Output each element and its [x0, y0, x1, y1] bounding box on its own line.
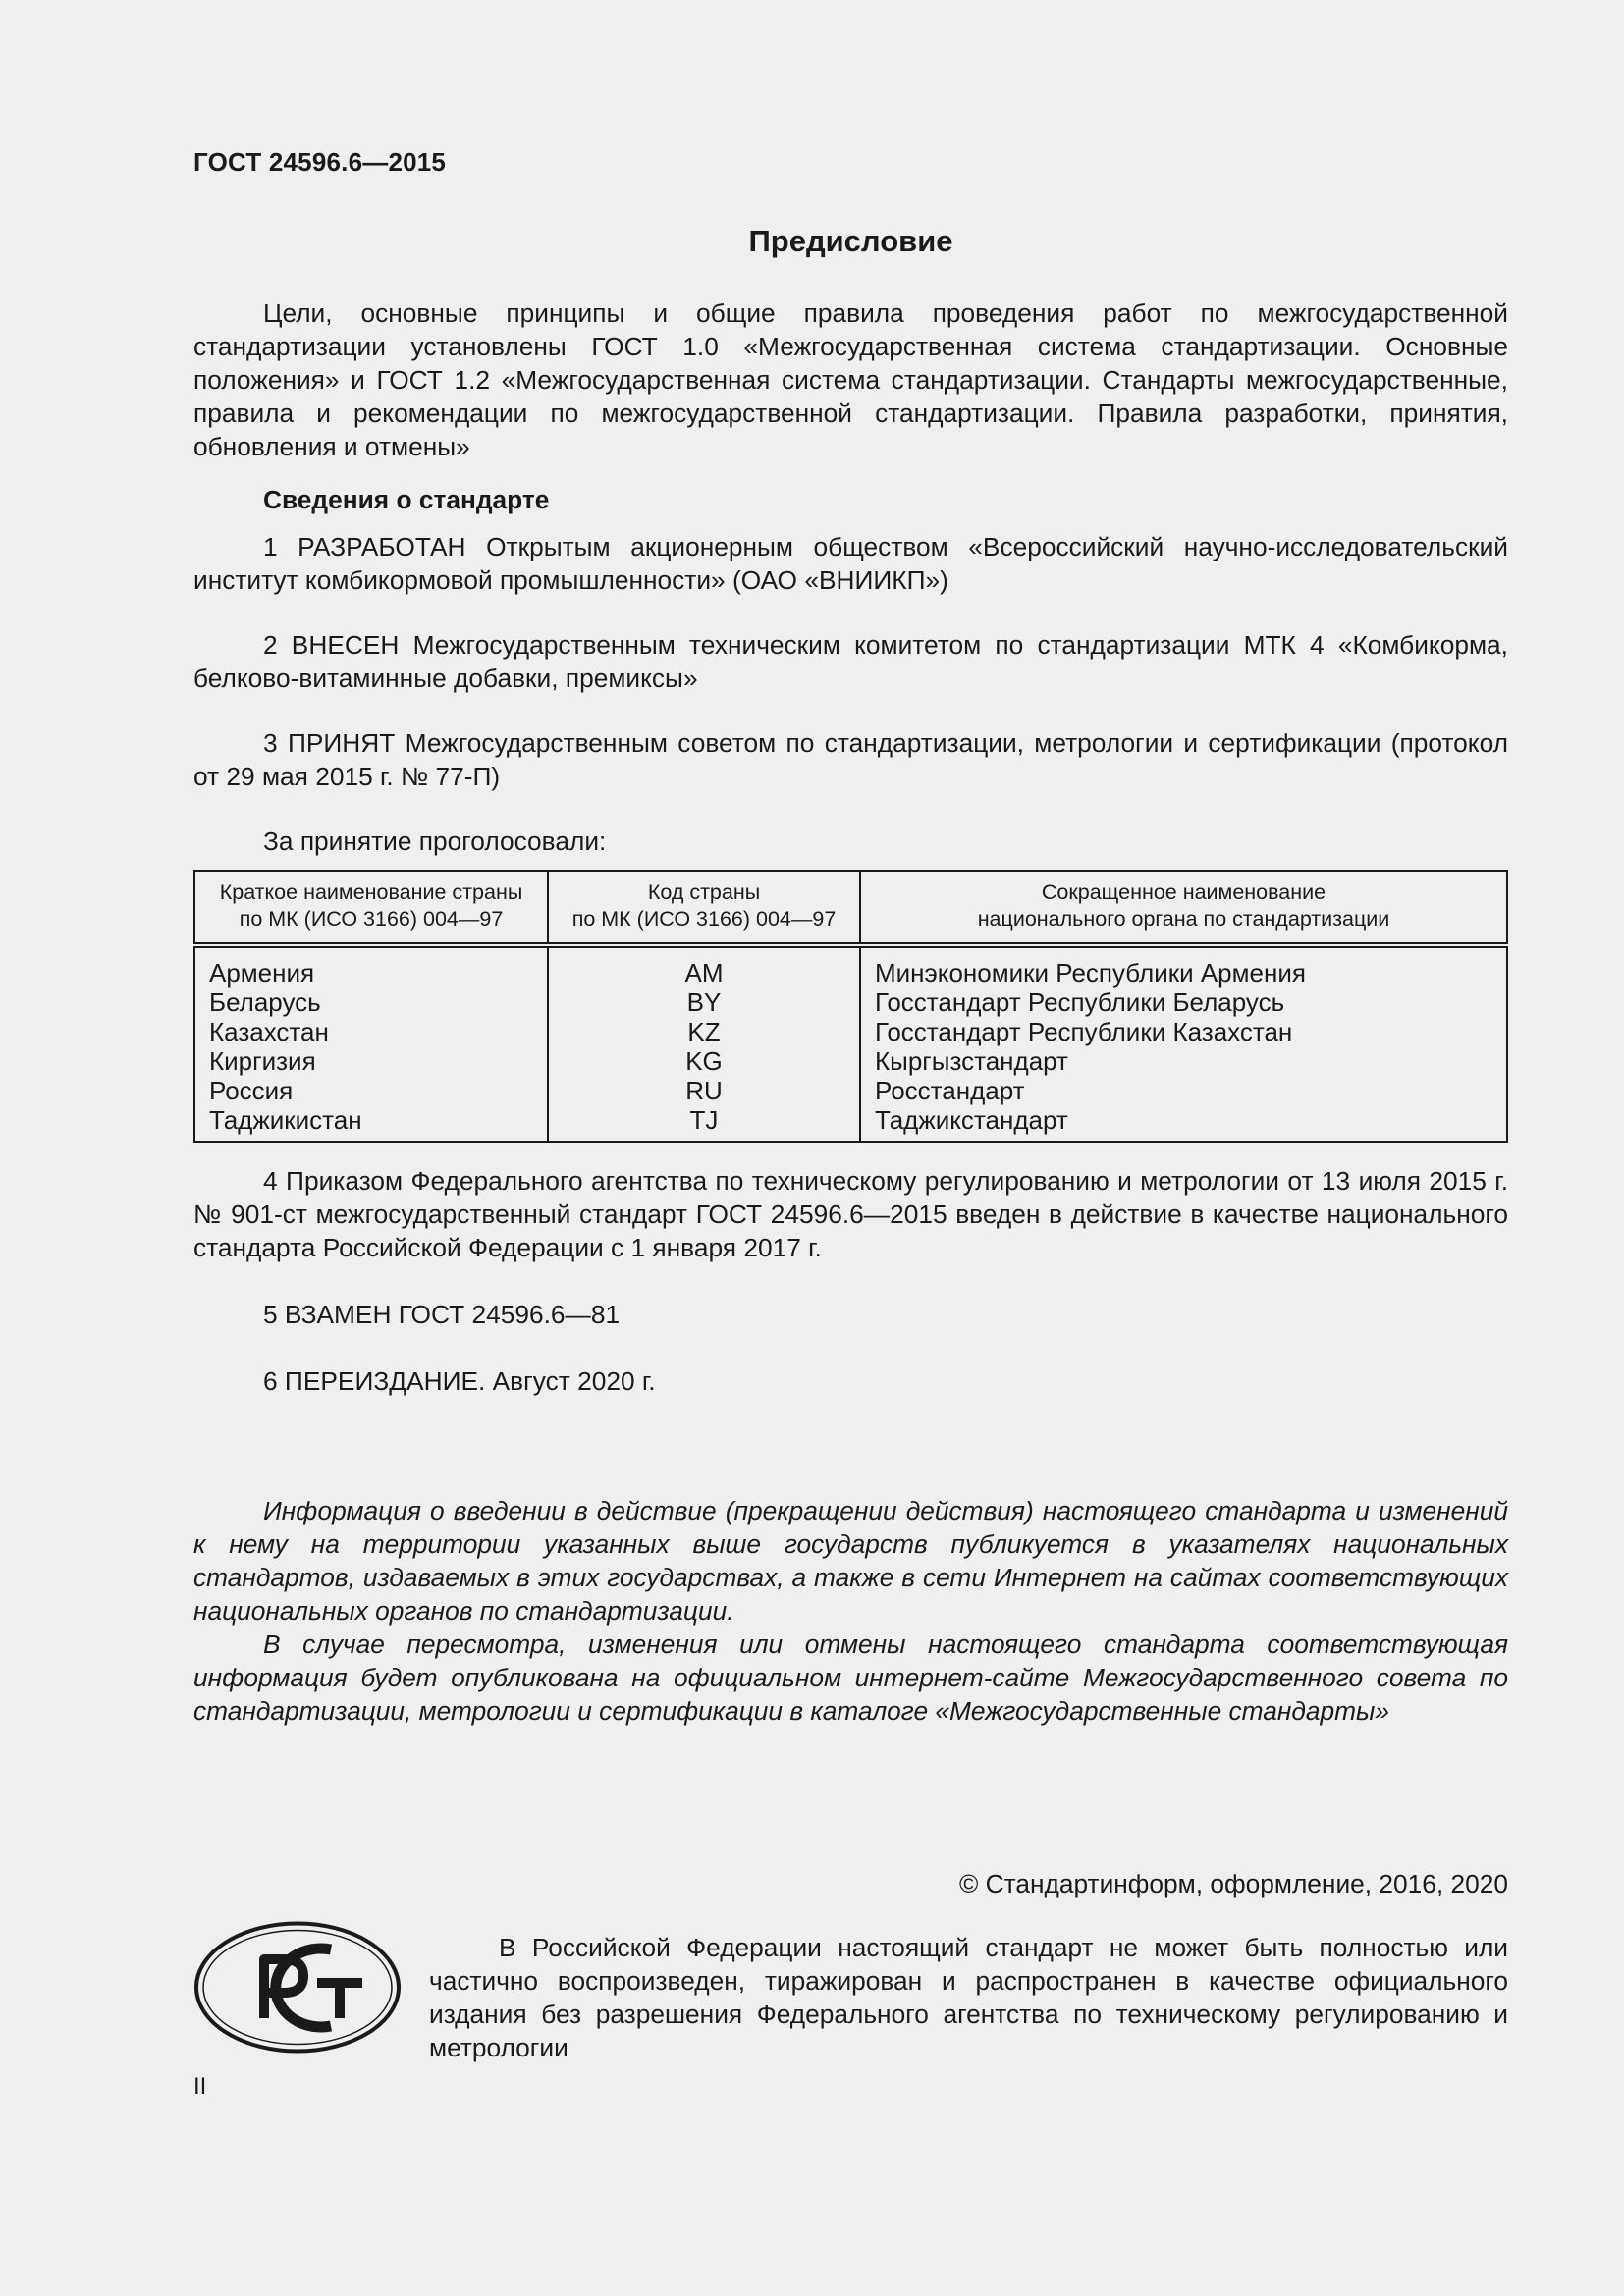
standards-body: Кыргызстандарт: [860, 1046, 1507, 1076]
document-code: ГОСТ 24596.6—2015: [193, 147, 447, 177]
rights-notice: В Российской Федерации настоящий стандарт не может быть полностью или частично воспроизведен, тиражирован и распространен в качестве официального издания без разрешения Федерального агентства по техническому регулированию и метрологии: [429, 1933, 1508, 2062]
country-name: Россия: [194, 1076, 548, 1105]
country-code: RU: [548, 1076, 860, 1105]
standards-body: Минэкономики Республики Армения: [860, 945, 1507, 988]
standards-body: Госстандарт Республики Беларусь: [860, 988, 1507, 1017]
country-name: Армения: [194, 945, 548, 988]
page-number: II: [193, 2073, 207, 2100]
table-row: [194, 1046, 1507, 1076]
notice-paragraph-2: В случае пересмотра, изменения или отмены настоящего стандарта соответствующая информация будет опубликована на официальном интернет-сайте Межгосударственного совета по стандартизации, метрологии и сертификации в каталоге «Межгосударственные стандарты»: [193, 1629, 1508, 1726]
item-introduced: 2 ВНЕСЕН Межгосударственным техническим комитетом по стандартизации МТК 4 «Комбикорма, белково-витаминные добавки, премиксы»: [193, 630, 1508, 693]
country-name: Казахстан: [194, 1017, 548, 1046]
table-row: [194, 988, 1507, 1017]
country-code: BY: [548, 988, 860, 1017]
standards-body: Госстандарт Республики Казахстан: [860, 1017, 1507, 1046]
standards-body: Таджикстандарт: [860, 1105, 1507, 1142]
table-header-row: [194, 871, 1507, 945]
table-row: [194, 1017, 1507, 1046]
table-row: [194, 945, 1507, 988]
table-row: [194, 1105, 1507, 1142]
country-name: Таджикистан: [194, 1105, 548, 1142]
standards-body: Росстандарт: [860, 1076, 1507, 1105]
document-page: [193, 0, 1508, 2296]
notice-paragraph-1: Информация о введении в действие (прекращении действия) настоящего стандарта и изменений к нему на территории указанных выше государств публикуется в указателях национальных стандартов, издаваемых в этих государствах, а также в сети Интернет на сайтах соответствующих национальных органов по стандартизации.: [193, 1496, 1508, 1626]
item-developed: 1 РАЗРАБОТАН Открытым акционерным обществом «Всероссийский научно-исследовательский институт комбикормовой промышленности» (ОАО «ВНИИКП»): [193, 532, 1508, 595]
table-row: [194, 1076, 1507, 1105]
country-code: TJ: [548, 1105, 860, 1142]
intro-paragraph: Цели, основные принципы и общие правила проведения работ по межгосударственной стандартизации установлены ГОСТ 1.0 «Межгосударственная система стандартизации. Основные положения» и ГОСТ 1.2 «Межгосударственная система стандартизации. Стандарты межгосударственные, правила и рекомендации по межгосударственной стандартизации. Правила разработки, принятия, обновления и отмены»: [193, 298, 1508, 461]
country-code: KZ: [548, 1017, 860, 1046]
country-code: AM: [548, 945, 860, 988]
copyright-notice: © Стандартинформ, оформление, 2016, 2020: [958, 1869, 1508, 1898]
vote-intro: За принятие проголосовали:: [263, 827, 607, 856]
item-order: 4 Приказом Федерального агентства по техническому регулированию и метрологии от 13 июля 2015 г. № 901-ст межгосударственный стандарт ГОСТ 24596.6—2015 введен в действие в качестве национального стандарта Российской Федерации с 1 января 2017 г.: [193, 1166, 1508, 1262]
item-adopted: 3 ПРИНЯТ Межгосударственным советом по стандартизации, метрологии и сертификации (протокол от 29 мая 2015 г. № 77-П): [193, 728, 1508, 791]
header-country-name: Краткое наименование страны по МК (ИСО 3166) 004—97: [194, 871, 548, 945]
item-reissue: 6 ПЕРЕИЗДАНИЕ. Август 2020 г.: [263, 1366, 656, 1396]
info-heading: Сведения о стандарте: [263, 485, 550, 514]
section-title: Предисловие: [748, 224, 953, 258]
voting-table: [193, 870, 1508, 1143]
country-name: Беларусь: [194, 988, 548, 1017]
rst-certification-mark-icon: [193, 1920, 402, 2055]
item-replaces: 5 ВЗАМЕН ГОСТ 24596.6—81: [263, 1300, 621, 1329]
country-name: Киргизия: [194, 1046, 548, 1076]
country-code: KG: [548, 1046, 860, 1076]
header-country-code: Код страны по МК (ИСО 3166) 004—97: [548, 871, 860, 945]
header-standards-body: Сокращенное наименование национального органа по стандартизации: [860, 871, 1507, 945]
